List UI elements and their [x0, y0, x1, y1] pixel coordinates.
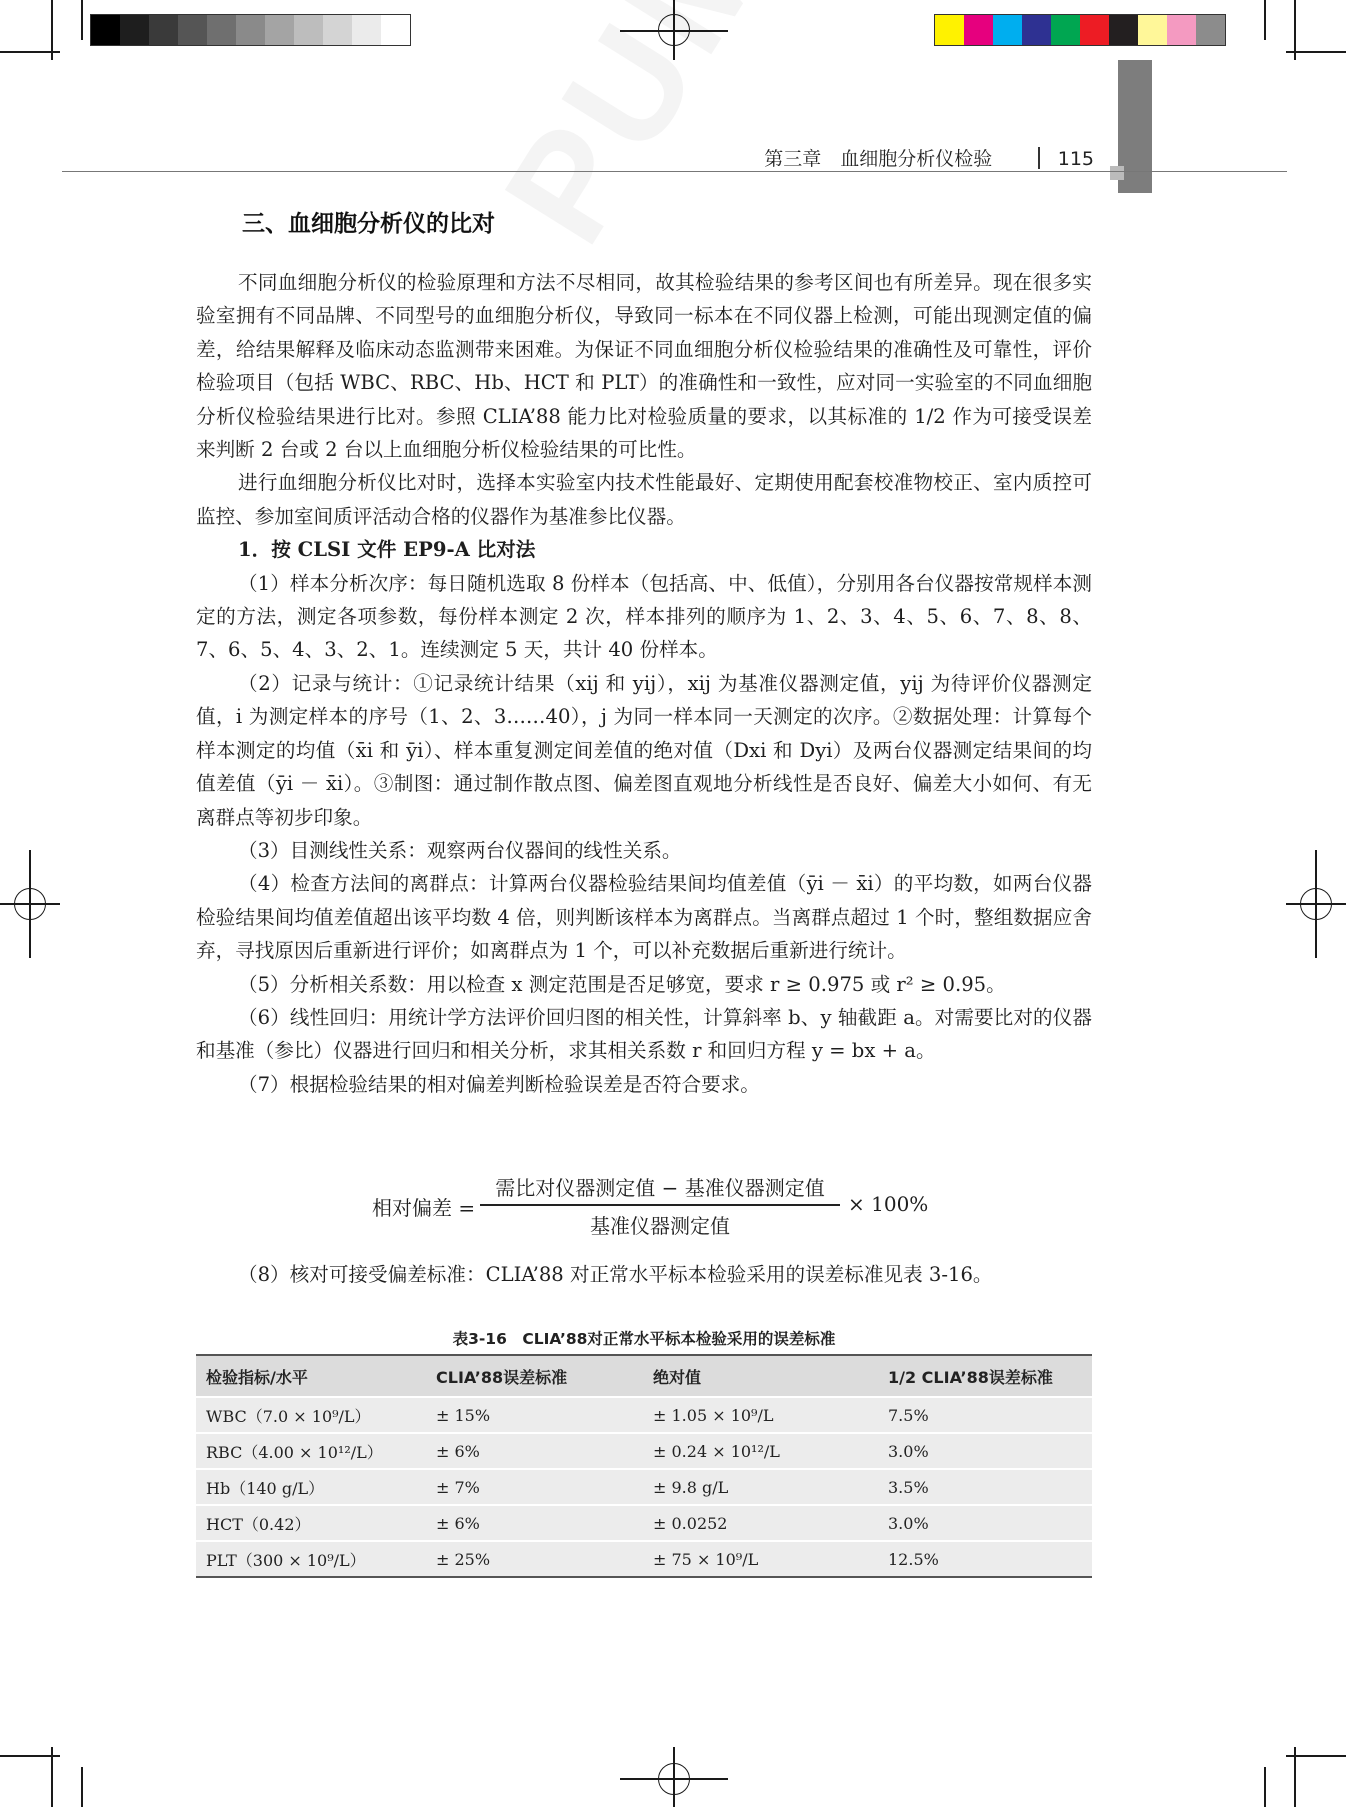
gray-swatch [236, 15, 265, 45]
gray-swatch [149, 15, 178, 45]
color-swatch [1051, 15, 1080, 45]
step-8-acceptable-bias: （8）核对可接受偏差标准：CLIA’88 对正常水平标本检验采用的误差标准见表 3-16。 [238, 1263, 993, 1286]
table-cell: 3.0% [878, 1505, 1092, 1541]
crop-mark-top-right-v [1294, 0, 1296, 60]
table-cell: ± 7% [426, 1469, 643, 1505]
grayscale-color-bar [90, 14, 411, 46]
step-4-outliers: （4）检查方法间的离群点：计算两台仪器检验结果间均值差值（ȳi － x̄i）的平均数，如两台仪器检验结果间均值差值超出该平均数 4 倍，则判断该样本为离群点。当离群点超过 1 个时，整组数据应舍弃，寻找原因后重新进行评价；如离群点为 1 个，可以补充数据后重新进行统计。 [196, 872, 1092, 963]
table-cell: ± 6% [426, 1433, 643, 1469]
gray-swatch [91, 15, 120, 45]
table-cell: HCT（0.42） [196, 1505, 426, 1541]
step-7-relative-bias: （7）根据检验结果的相对偏差判断检验误差是否符合要求。 [238, 1072, 760, 1096]
table-cell: ± 15% [426, 1397, 643, 1433]
table-cell: 12.5% [878, 1541, 1092, 1577]
table-cell: Hb（140 g/L） [196, 1469, 426, 1505]
chapter-side-tab-marker [1110, 166, 1124, 180]
table-header-cell: 1/2 CLIA’88误差标准 [878, 1355, 1092, 1397]
page-number: 115 [1057, 148, 1094, 170]
color-swatch [935, 15, 964, 45]
gray-swatch [294, 15, 323, 45]
table-cell: 7.5% [878, 1397, 1092, 1433]
color-swatch [1109, 15, 1138, 45]
gray-swatch [352, 15, 381, 45]
table-row [196, 1397, 1092, 1433]
gray-swatch [381, 15, 410, 45]
running-head [764, 144, 1094, 171]
table-cell: ± 0.0252 [643, 1505, 878, 1541]
relative-bias-formula [370, 1170, 930, 1240]
table-cell: 3.5% [878, 1469, 1092, 1505]
gray-swatch [265, 15, 294, 45]
running-head-separator [1038, 147, 1040, 169]
color-swatch [1080, 15, 1109, 45]
table-cell: ± 25% [426, 1541, 643, 1577]
color-swatch [1167, 15, 1196, 45]
paragraph-reference-instrument: 进行血细胞分析仪比对时，选择本实验室内技术性能最好、定期使用配套校准物校正、室内质控可监控、参加室间质评活动合格的仪器作为基准参比仪器。 [196, 471, 1092, 528]
table-header-cell: CLIA’88误差标准 [426, 1355, 643, 1397]
color-swatch [1196, 15, 1225, 45]
formula-denominator: 基准仪器测定值 [590, 1214, 730, 1238]
formula-lhs: 相对偏差 = [372, 1196, 476, 1220]
crop-mark-bottom-right-v [1294, 1747, 1296, 1807]
watermark [470, 0, 863, 272]
table-cell: PLT（300 × 10⁹/L） [196, 1541, 426, 1577]
error-standard-table [196, 1354, 1092, 1578]
table-row [196, 1469, 1092, 1505]
crop-mark-top-left-v [51, 0, 53, 60]
formula-numerator: 需比对仪器测定值 − 基准仪器测定值 [495, 1176, 825, 1200]
step-5-correlation: （5）分析相关系数：用以检查 x 测定范围是否足够宽，要求 r ≥ 0.975 或 r² ≥ 0.95。 [238, 972, 1006, 996]
formula-multiplier: × 100% [848, 1192, 929, 1216]
step-3-linearity: （3）目测线性关系：观察两台仪器间的线性关系。 [238, 838, 682, 862]
crop-mark-top-left-inner [81, 0, 83, 40]
header-rule [62, 171, 1287, 172]
table-cell: ± 75 × 10⁹/L [643, 1541, 878, 1577]
table-header-row [196, 1355, 1092, 1397]
gray-swatch [207, 15, 236, 45]
table-cell: 3.0% [878, 1433, 1092, 1469]
table-cell: RBC（4.00 × 10¹²/L） [196, 1433, 426, 1469]
cmyk-color-bar [934, 14, 1226, 46]
paragraph-intro: 不同血细胞分析仪的检验原理和方法不尽相同，故其检验结果的参考区间也有所差异。现在很多实验室拥有不同品牌、不同型号的血细胞分析仪，导致同一标本在不同仪器上检测，可能出现测定值的偏差，给结果解释及临床动态监测带来困难。为保证不同血细胞分析仪检验结果的准确性及可靠性，评价检验项目（包括 WBC、RBC、Hb、HCT 和 PLT）的准确性和一致性，应对同一实验室的不同血细胞分析仪检验结果进行比对。参照 CLIA’88 能力比对检验质量的要求，以其标准的 1/2 作为可接受误差来判断 2 台或 2 台以上血细胞分析仪检验结果的可比性。 [196, 271, 1092, 462]
gray-swatch [120, 15, 149, 45]
step-2-record-statistics: （2）记录与统计：①记录统计结果（xij 和 yij），xij 为基准仪器测定值，yij 为待评价仪器测定值，i 为测定样本的序号（1、2、3……40），j 为同一样本同一天测定的次序。②数据处理：计算每个样本测定的均值（x̄i 和 ȳi）、样本重复测定间差值的绝对值（Dxi 和 Dyi）及两台仪器测定结果间的均值差值（ȳi － x̄i）。③制图：通过制作散点图、偏差图直观地分析线性是否良好、偏差大小如何、有无离群点等初步印象。 [196, 671, 1092, 829]
step-1-sample-order: （1）样本分析次序：每日随机选取 8 份样本（包括高、中、低值），分别用各台仪器按常规样本测定的方法，测定各项参数，每份样本测定 2 次，样本排列的顺序为 1、2、3、4、5、6、7、8、8、7、6、5、4、3、2、1。连续测定 5 天，共计 40 份样本。 [196, 571, 1092, 662]
table-cell: ± 9.8 g/L [643, 1469, 878, 1505]
crop-mark-top-right-inner [1264, 0, 1266, 40]
table-cell: ± 0.24 × 10¹²/L [643, 1433, 878, 1469]
table-cell: ± 1.05 × 10⁹/L [643, 1397, 878, 1433]
table-caption: 表3-16 CLIA’88对正常水平标本检验采用的误差标准 [452, 1330, 836, 1348]
table-cell: ± 6% [426, 1505, 643, 1541]
crop-mark-bottom-right-inner [1264, 1767, 1266, 1807]
color-swatch [1138, 15, 1167, 45]
subheading-ep9a: 1．按 CLSI 文件 EP9-A 比对法 [238, 538, 536, 562]
section-title: 三、血细胞分析仪的比对 [242, 210, 495, 237]
crop-mark-bottom-left-inner [81, 1767, 83, 1807]
color-swatch [993, 15, 1022, 45]
gray-swatch [178, 15, 207, 45]
color-swatch [1022, 15, 1051, 45]
color-swatch [964, 15, 993, 45]
table-header-cell: 绝对值 [643, 1355, 878, 1397]
table-row [196, 1505, 1092, 1541]
body-text [196, 266, 1092, 1101]
gray-swatch [323, 15, 352, 45]
table-row [196, 1541, 1092, 1577]
table-row [196, 1433, 1092, 1469]
running-head-chapter: 第三章 血细胞分析仪检验 [764, 148, 993, 170]
formula-fraction-bar [480, 1204, 840, 1206]
table-cell: WBC（7.0 × 10⁹/L） [196, 1397, 426, 1433]
crop-mark-bottom-left-v [51, 1747, 53, 1807]
step-6-regression: （6）线性回归：用统计学方法评价回归图的相关性，计算斜率 b、y 轴截距 a。对需要比对的仪器和基准（参比）仪器进行回归和相关分析，求其相关系数 r 和回归方程 y = bx + a。 [196, 1005, 1092, 1063]
table-header-cell: 检验指标/水平 [196, 1355, 426, 1397]
